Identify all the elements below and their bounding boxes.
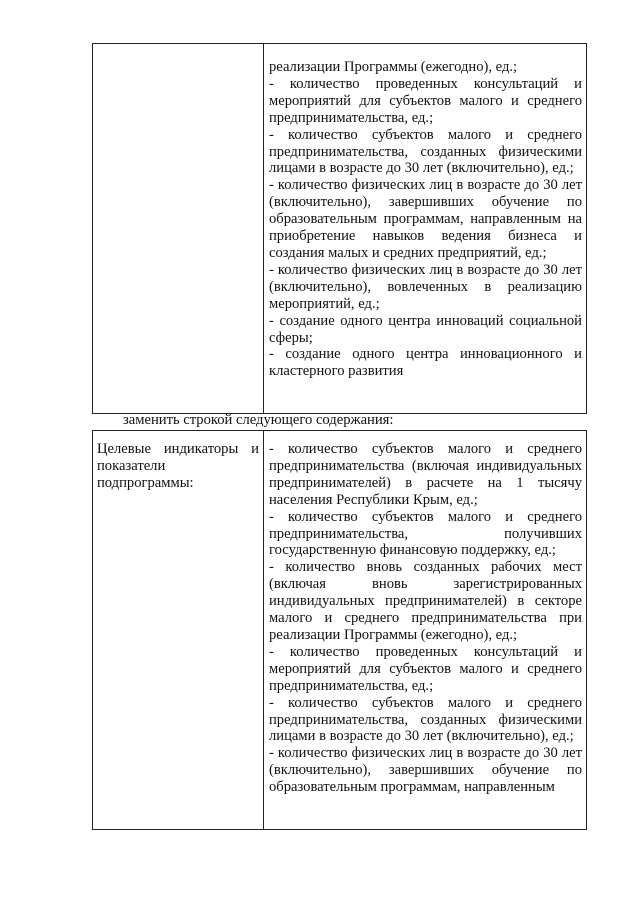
- table-row-text: - количество физических лиц в возрасте до 30 лет (включительно), вовлеченных в реализацию мероприятий, ед.;: [269, 261, 582, 312]
- table-row-text: - количество физических лиц в возрасте до 30 лет (включительно), завершивших обучение по образовательным программам, направленным: [269, 745, 582, 796]
- table-row-text: - количество вновь созданных рабочих мест (включая вновь зарегистрированных индивидуальных предпринимателей) в секторе малого и среднего предпринимательства при реализации Программы (ежегодно), ед.;: [269, 559, 582, 643]
- table-row-text: - количество физических лиц в возрасте до 30 лет (включительно), завершивших обучение по образовательным программам, направленным на приобретение навыков ведения бизнеса и создания малых и средних предприятий, ед.;: [269, 177, 582, 261]
- table-row-text: - создание одного центра инновационного и кластерного развития: [269, 346, 582, 380]
- table-row-text: - создание одного центра инноваций социальной сферы;: [269, 312, 582, 346]
- table-row-text: - количество субъектов малого и среднего предпринимательства, созданных физическими лицами в возрасте до 30 лет (включительно), ед.;: [269, 126, 582, 177]
- table-row-text: - количество субъектов малого и среднего предпринимательства, получивших государственную финансовую поддержку, ед.;: [269, 508, 582, 559]
- replacement-instruction: заменить строкой следующего содержания:: [123, 412, 394, 428]
- table-row-text: - количество проведенных консультаций и мероприятий для субъектов малого и среднего предпринимательства, ед.;: [269, 643, 582, 694]
- table-row-text: - количество субъектов малого и среднего предпринимательства (включая индивидуальных предпринимателей) в расчете на 1 тысячу населения Республики Крым, ед.;: [269, 441, 582, 508]
- table-row-text: - количество проведенных консультаций и мероприятий для субъектов малого и среднего предпринимательства, ед.;: [269, 75, 582, 126]
- table-replacement-column-divider: [263, 430, 264, 830]
- table-continued-right-cell: [269, 59, 582, 380]
- table-continued-column-divider: [263, 43, 264, 414]
- indicators-label: Целевые индикаторы и показатели подпрограммы:: [97, 441, 259, 491]
- table-row-text: - количество субъектов малого и среднего предпринимательства, созданных физическими лицами в возрасте до 30 лет (включительно), ед.;: [269, 694, 582, 745]
- table-row-text: реализации Программы (ежегодно), ед.;: [269, 59, 518, 75]
- table-replacement-right-cell: [269, 441, 582, 796]
